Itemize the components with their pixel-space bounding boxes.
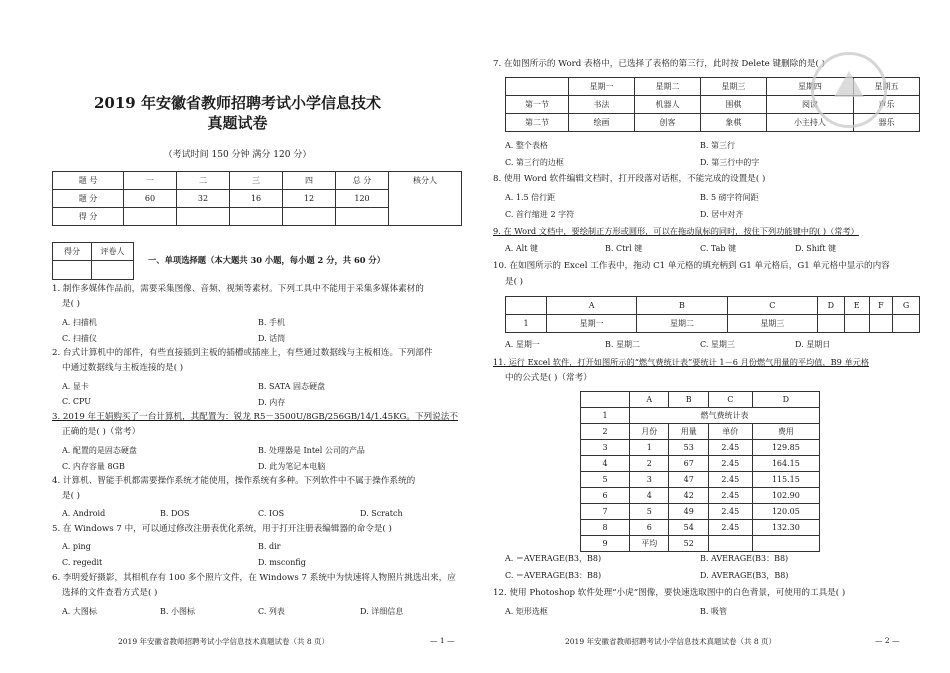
exam-info: （考试时间 150 分钟 满分 120 分） — [163, 150, 312, 160]
option-a: A. 大图标 — [62, 607, 97, 616]
table-cell: D — [752, 392, 819, 408]
table-cell: 1 — [581, 408, 630, 424]
table-cell: 第一节 — [506, 96, 569, 114]
question-3-cont: 正确的是( )（常考） — [62, 427, 141, 437]
table-cell: 67 — [669, 456, 708, 472]
table-cell: 2.45 — [708, 440, 752, 456]
option-c: C. 列表 — [258, 607, 285, 616]
page-footer: 2019 年安徽省教师招聘考试小学信息技术真题试卷（共 8 页） — [565, 637, 777, 646]
table-cell — [817, 315, 844, 333]
question-11-cont: 中的公式是( )（常考） — [505, 373, 592, 383]
table-cell — [844, 315, 869, 333]
table-cell: 星期一 — [569, 78, 635, 96]
option-b: B. 处理器是 Intel 公司的产品 — [258, 446, 365, 455]
question-2: 2. 台式计算机中的部件，有些直接插到主板的插槽或插座上，有些通过数据线与主板相连。下列部件 — [52, 348, 433, 358]
option-a: A. 扫描机 — [62, 318, 97, 327]
table-row — [581, 472, 820, 488]
option-c: C. 第三行的边框 — [505, 158, 564, 167]
table-cell — [893, 315, 920, 333]
table-cell: 3 — [581, 440, 630, 456]
question-2-cont: 中通过数据线与主板连接的是( ) — [62, 363, 184, 373]
gas-fee-table — [580, 391, 820, 552]
table-cell: C — [727, 297, 817, 315]
table-cell: A — [630, 392, 669, 408]
table-cell: G — [893, 297, 920, 315]
score-cell — [283, 208, 336, 226]
score-cell-checker: 核分人 — [389, 172, 462, 226]
option-b: B. 第三行 — [700, 141, 735, 150]
table-cell: A — [547, 297, 637, 315]
question-10: 10. 在如图所示的 Excel 工作表中，拖动 C1 单元格的填充柄到 G1 单元格后，G1 单元格中显示的内容 — [493, 261, 890, 271]
table-cell: 120.05 — [752, 504, 819, 520]
option-a: A. 1.5 倍行距 — [505, 193, 556, 202]
table-cell: 115.15 — [752, 472, 819, 488]
option-d: D. msconfig — [258, 558, 306, 567]
option-d: D. 此为笔记本电脑 — [258, 462, 326, 471]
option-d: D. Scratch — [360, 509, 403, 518]
page-number: — 1 — — [430, 636, 455, 645]
table-cell: 阅读 — [766, 96, 853, 114]
table-cell: 第二节 — [506, 114, 569, 132]
score-cell: 三 — [230, 172, 283, 190]
table-row — [581, 392, 820, 408]
grader-score-label: 得分 — [53, 243, 92, 261]
table-cell: 2.45 — [708, 520, 752, 536]
option-c: C. regedit — [62, 558, 103, 567]
table-cell: B — [669, 392, 708, 408]
table-cell: 8 — [581, 520, 630, 536]
option-c: C. 星期三 — [700, 340, 735, 349]
exam-title-sub: 真题试卷 — [207, 114, 268, 132]
score-cell: 总 分 — [336, 172, 389, 190]
table-cell: 4 — [630, 488, 669, 504]
table-cell: B — [637, 297, 727, 315]
table-cell: C — [708, 392, 752, 408]
score-cell: 12 — [283, 190, 336, 208]
option-c: C. CPU — [62, 397, 92, 406]
table-row — [506, 297, 920, 315]
question-4-cont: 是( ) — [62, 491, 81, 501]
question-1-cont: 是( ) — [62, 299, 81, 309]
table-cell: 书法 — [569, 96, 635, 114]
table-cell — [708, 536, 752, 552]
grader-name-label: 评卷人 — [92, 243, 134, 261]
score-cell: 32 — [177, 190, 230, 208]
option-a: A. 矩形选框 — [505, 607, 548, 616]
table-row — [581, 520, 820, 536]
option-b: B. Ctrl 键 — [605, 244, 643, 253]
page-number: — 2 — — [875, 636, 900, 645]
table-cell: 102.90 — [752, 488, 819, 504]
table-cell: 54 — [669, 520, 708, 536]
option-b: B. 手机 — [258, 318, 285, 327]
table-cell: 平均 — [630, 536, 669, 552]
option-b: B. DOS — [160, 509, 190, 518]
table-cell: 52 — [669, 536, 708, 552]
option-a: A. 星期一 — [505, 340, 540, 349]
exam-title: 2019 年安徽省教师招聘考试小学信息技术 — [94, 94, 381, 112]
option-b: B. 吸管 — [700, 607, 727, 616]
table-row — [506, 315, 920, 333]
score-cell: 题 号 — [53, 172, 124, 190]
score-cell — [336, 208, 389, 226]
table-cell: 47 — [669, 472, 708, 488]
table-cell: E — [844, 297, 869, 315]
option-d: D. Shift 键 — [795, 244, 837, 253]
table-cell — [506, 297, 547, 315]
question-12: 12. 使用 Photoshop 软件处理“小虎”图像，要快速选取图中的白色背景，可使用的工具是( ) — [493, 588, 846, 598]
table-cell: 创客 — [634, 114, 700, 132]
option-d: D. 星期日 — [795, 340, 831, 349]
table-cell: 53 — [669, 440, 708, 456]
table-cell: 164.15 — [752, 456, 819, 472]
table-cell: 机器人 — [634, 96, 700, 114]
option-d: D. 内存 — [258, 398, 286, 407]
score-cell: 60 — [124, 190, 177, 208]
table-cell: 费用 — [752, 424, 819, 440]
table-cell: 6 — [630, 520, 669, 536]
option-b: B. dir — [258, 542, 281, 551]
question-5: 5. 在 Windows 7 中，可以通过修改注册表优化系统，用于打开注册表编辑器的命令是( ) — [52, 524, 392, 534]
table-cell — [506, 78, 569, 96]
score-cell: 二 — [177, 172, 230, 190]
table-row — [581, 424, 820, 440]
question-1: 1. 制作多媒体作品前，需要采集图像、音频、视频等素材。下列工具中不能用于采集多媒体素材的 — [52, 284, 424, 294]
option-a: A. 配置的是固态硬盘 — [62, 446, 137, 455]
option-b: B. SATA 固态硬盘 — [258, 382, 326, 391]
page-footer: 2019 年安徽省教师招聘考试小学信息技术真题试卷（共 8 页） — [118, 637, 330, 646]
table-cell: 4 — [581, 456, 630, 472]
table-row — [581, 536, 820, 552]
table-cell: 9 — [581, 536, 630, 552]
table-cell: 器乐 — [853, 114, 919, 132]
option-a: A. 显卡 — [62, 382, 89, 391]
table-cell: 星期二 — [637, 315, 727, 333]
table-cell: 星期三 — [700, 78, 766, 96]
option-d: D. 居中对齐 — [700, 210, 744, 219]
table-cell — [752, 536, 819, 552]
option-b: B. 星期二 — [605, 340, 640, 349]
score-cell: 一 — [124, 172, 177, 190]
question-9: 9. 在 Word 文档中，要绘制正方形或圆形，可以在拖动鼠标的同时，按住下列功能键中的( )（常考） — [493, 226, 859, 236]
table-cell: 5 — [581, 472, 630, 488]
watermark-seal — [811, 52, 887, 128]
question-4: 4. 计算机、智能手机都需要操作系统才能使用，操作系统有多种。下列软件中不属于操作系统的 — [52, 476, 416, 486]
table-cell: 星期一 — [547, 315, 637, 333]
table-row — [581, 440, 820, 456]
table-row — [581, 488, 820, 504]
score-cell — [230, 208, 283, 226]
table-cell: 2 — [630, 456, 669, 472]
table-cell: 2.45 — [708, 456, 752, 472]
option-a: A. ＝AVERAGE(B3，B8) — [505, 554, 602, 563]
table-cell: 3 — [630, 472, 669, 488]
table-cell: 6 — [581, 488, 630, 504]
option-c: C. ＝AVERAGE(B3：B8) — [505, 571, 602, 580]
question-6: 6. 李明爱好摄影，其相机存有 100 多个照片文件，在 Windows 7 系统中为快速将人物照片挑选出来，应 — [52, 573, 456, 583]
table-cell: 星期五 — [853, 78, 919, 96]
question-8: 8. 使用 Word 软件编辑文档时，打开段落对话框，不能完成的设置是( ) — [493, 174, 766, 184]
table-cell: 月份 — [630, 424, 669, 440]
option-a: A. ping — [62, 542, 91, 551]
excel-row-table — [505, 296, 920, 333]
table-cell: 132.30 — [752, 520, 819, 536]
score-cell: 120 — [336, 190, 389, 208]
option-c: C. 扫描仪 — [62, 334, 97, 343]
table-cell: 42 — [669, 488, 708, 504]
score-cell — [124, 208, 177, 226]
table-cell: 1 — [506, 315, 547, 333]
table-cell: 49 — [669, 504, 708, 520]
question-11: 11. 运行 Excel 软件，打开如图所示的“燃气费统计表”要统计 1－6 月份燃气用量的平均值，B9 单元格 — [493, 357, 870, 367]
table-cell: 星期三 — [727, 315, 817, 333]
table-cell: 单价 — [708, 424, 752, 440]
score-cell: 得 分 — [53, 208, 124, 226]
grader-score-cell — [53, 261, 92, 280]
table-cell — [581, 392, 630, 408]
score-cell — [177, 208, 230, 226]
table-cell — [869, 315, 893, 333]
table-title-cell: 燃气费统计表 — [630, 408, 820, 424]
table-cell: 1 — [630, 440, 669, 456]
option-d: D. 话筒 — [258, 334, 286, 343]
table-cell: 2 — [581, 424, 630, 440]
option-c: C. 内存容量 8GB — [62, 462, 125, 471]
table-cell: F — [869, 297, 893, 315]
score-cell: 16 — [230, 190, 283, 208]
question-7: 7. 在如图所示的 Word 表格中，已选择了表格的第三行，此时按 Delete 键删除的是( ) — [493, 59, 825, 69]
option-c: C. Tab 键 — [700, 244, 737, 253]
table-cell: 5 — [630, 504, 669, 520]
table-cell: D — [817, 297, 844, 315]
option-b: B. AVERAGE(B3：B8) — [700, 554, 789, 563]
table-cell: 2.45 — [708, 472, 752, 488]
option-b: B. 小图标 — [160, 607, 195, 616]
option-c: C. IOS — [258, 509, 285, 518]
score-table — [52, 171, 462, 226]
table-row — [581, 456, 820, 472]
section-heading: 一、单项选择题（本大题共 30 小题，每小题 2 分，共 60 分） — [148, 255, 386, 265]
table-cell: 7 — [581, 504, 630, 520]
table-cell: 星期二 — [634, 78, 700, 96]
table-row — [581, 504, 820, 520]
option-d: D. 详细信息 — [360, 607, 404, 616]
table-cell: 星期四 — [766, 78, 853, 96]
score-cell: 题 分 — [53, 190, 124, 208]
question-10-cont: 是( ) — [505, 277, 524, 287]
grader-name-cell — [92, 261, 134, 280]
table-cell: 2.45 — [708, 488, 752, 504]
option-d: D. AVERAGE(B3，B8) — [700, 571, 789, 580]
table-row — [581, 408, 820, 424]
score-table-header — [53, 172, 462, 190]
table-cell: 用量 — [669, 424, 708, 440]
table-cell: 绘画 — [569, 114, 635, 132]
question-3: 3. 2019 年王娟购买了一台计算机，其配置为：锐龙 R5－3500U/8GB/256GB/14/1.45KG。下列说法不 — [52, 412, 458, 422]
option-d: D. 第三行中的字 — [700, 158, 760, 167]
table-cell: 129.85 — [752, 440, 819, 456]
option-c: C. 首行缩进 2 字符 — [505, 210, 575, 219]
option-a: A. 整个表格 — [505, 141, 548, 150]
table-cell: 围棋 — [700, 96, 766, 114]
table-cell: 声乐 — [853, 96, 919, 114]
table-cell: 象棋 — [700, 114, 766, 132]
table-cell: 2.45 — [708, 504, 752, 520]
grader-box — [52, 242, 134, 280]
option-b: B. 5 磅字符间距 — [700, 193, 759, 202]
option-a: A. Android — [62, 509, 106, 518]
option-a: A. Alt 键 — [505, 244, 538, 253]
table-cell: 小主持人 — [766, 114, 853, 132]
question-6-cont: 选择的文件查看方式是( ) — [62, 588, 158, 598]
score-cell: 四 — [283, 172, 336, 190]
